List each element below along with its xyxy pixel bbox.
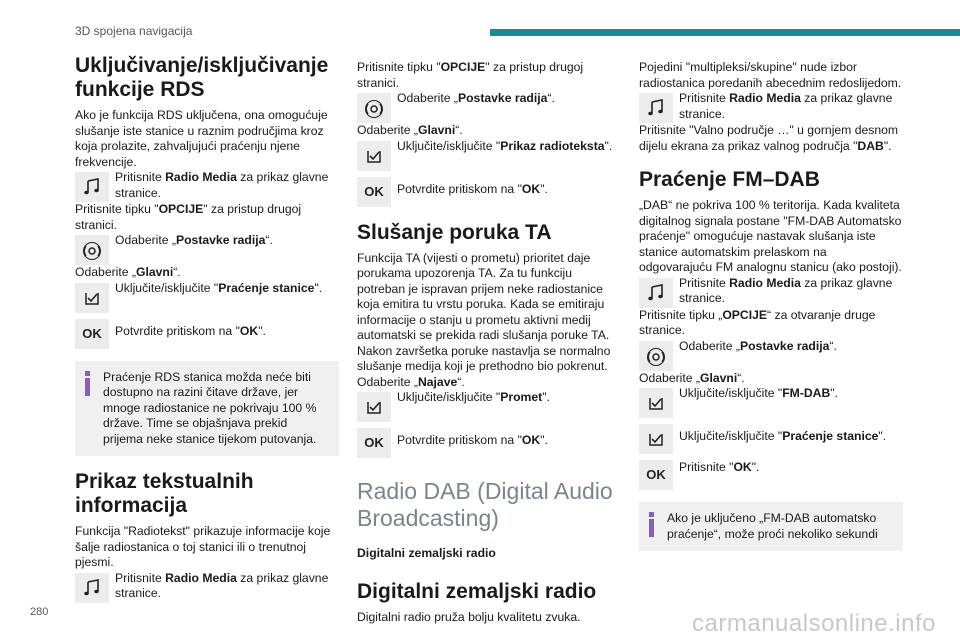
- info-icon: [85, 371, 90, 396]
- checkbox-icon: [357, 141, 391, 171]
- text-opcije: Pritisnite tipku "OPCIJE" za pristup drugoj stranici.: [75, 202, 302, 232]
- heading-rds: Uključivanje/isključivanje funkcije RDS: [75, 54, 329, 101]
- heading-text-info: Prikaz tekstualnih informacija: [75, 470, 254, 517]
- subheading-dab: Digitalni zemaljski radio: [357, 546, 496, 560]
- step-pracenje-stanice: Uključite/isključite "Praćenje stanice".: [639, 422, 903, 454]
- music-note-icon: [639, 93, 673, 123]
- text-valno-podrucje: Pritisnite "Valno područje …" u gornjem desnom dijelu ekrana za prikaz valnog područja "DAB".: [639, 123, 899, 153]
- ok-icon: OK: [357, 428, 391, 458]
- step-ok-2: OK Potvrdite pritiskom na "OK".: [357, 426, 621, 458]
- header-accent-bar: [490, 29, 960, 36]
- paragraph-ta: Funkcija TA (vijesti o prometu) prioritet daje porukama upozorenja TA. Za tu funkciju potreban je ispravan prijem neke radiostanice koja emitira tu vrstu poruka. Kada se emitiraju informacije o stanju u prometu aktivni medij automatski se prekida radi slušanja poruke TA. Nakon završetka poruke nastavlja se normalno slušanje medija koji je prethodno bio pokrenut.: [357, 250, 611, 373]
- text-opcije: Pritisnite tipku "OPCIJE" za pristup drugoj stranici.: [357, 60, 584, 90]
- page-number: 280: [30, 606, 49, 618]
- ok-icon: OK: [639, 460, 673, 490]
- radio-settings-icon: [75, 235, 109, 265]
- info-icon: [649, 512, 654, 537]
- text-glavni: Odaberite „Glavni“.: [75, 265, 181, 279]
- step-radio-media: Pritisnite Radio Media za prikaz glavne stranice.: [75, 170, 339, 202]
- paragraph-rds: Ako je funkcija RDS uključena, ona omogućuje slušanje iste stanice u raznim područjima kroz koja prolazite, zahvaljujući praćenju njene frekvencije.: [75, 108, 328, 169]
- step-postavke-radija: Odaberite „Postavke radija“.: [75, 233, 339, 265]
- running-header: 3D spojena navigacija: [75, 24, 193, 38]
- step-postavke-radija: Odaberite „Postavke radija“.: [639, 339, 903, 371]
- text-najave: Odaberite „Najave“.: [357, 374, 465, 389]
- radio-settings-icon: [357, 93, 391, 123]
- step-postavke-radija: Odaberite „Postavke radija“.: [357, 91, 621, 123]
- checkbox-icon: [357, 392, 391, 422]
- heading-dab: Radio DAB (Digital Audio Broadcasting): [357, 478, 613, 531]
- watermark: carmanualsonline.info: [692, 610, 936, 637]
- step-radio-media: Pritisnite Radio Media za prikaz glavne stranice.: [639, 91, 903, 123]
- column-3: [639, 60, 903, 551]
- column-1: [75, 54, 339, 603]
- text-opcije: Pritisnite tipku „OPCIJE“ za otvaranje druge stranice.: [639, 307, 876, 337]
- music-note-icon: [639, 278, 673, 308]
- step-promet: Uključite/isključite "Promet".: [357, 390, 621, 422]
- ok-icon: OK: [75, 319, 109, 349]
- checkbox-icon: [75, 283, 109, 313]
- text-glavni: Odaberite „Glavni“.: [357, 123, 463, 137]
- radio-settings-icon: [639, 341, 673, 371]
- checkbox-icon: [639, 424, 673, 454]
- paragraph-radiotekst: Funkcija "Radiotekst" prikazuje informacije koje šalje radiostanica o toj stanici ili o trenutnoj pjesmi.: [75, 524, 331, 569]
- checkbox-icon: [639, 388, 673, 418]
- column-2: [357, 60, 621, 625]
- step-radio-media-2: Pritisnite Radio Media za prikaz glavne stranice.: [639, 276, 903, 308]
- music-note-icon: [75, 172, 109, 202]
- step-ok: OK Potvrdite pritiskom na "OK".: [75, 317, 339, 349]
- paragraph-fm-dab: „DAB“ ne pokriva 100 % teritorija. Kada kvaliteta digitalnog signala postane "FM-DAB Automatsko praćenje" omogućuje nastavak slušanja iste stanice automatskim prelaskom na odgovarajuću FM analognu stanicu (ako postoji).: [639, 198, 902, 274]
- text-glavni: Odaberite „Glavni“.: [639, 370, 745, 385]
- ok-icon: OK: [357, 177, 391, 207]
- step-ok: OK Pritisnite "OK".: [639, 458, 903, 490]
- info-note-rds: Praćenje RDS stanica možda neće biti dostupno na razini čitave države, jer mnoge radiostanice ne pokrivaju 100 % države. Time se objašnjava prekid prijema neke stanice tijekom putovanja.: [75, 361, 339, 457]
- paragraph-multipleksi: Pojedini "multipleksi/skupine" nude izbor radiostanica poredanih abecednim redoslijedom.: [639, 60, 902, 90]
- step-prikaz-radioteksta: Uključite/isključite "Prikaz radioteksta".: [357, 139, 621, 171]
- heading-digitalni-radio: Digitalni zemaljski radio: [357, 579, 597, 603]
- step-ok: OK Potvrdite pritiskom na "OK".: [357, 175, 621, 207]
- step-pracenje-stanice: Uključite/isključite "Praćenje stanice".: [75, 281, 339, 313]
- info-note-fm-dab: Ako je uključeno „FM-DAB automatsko praćenje“, može proći nekoliko sekundi: [639, 502, 903, 551]
- paragraph-digitalni-radio: Digitalni radio pruža bolju kvalitetu zvuka.: [357, 609, 581, 624]
- heading-fm-dab: Praćenje FM–DAB: [639, 168, 820, 191]
- step-radio-media-2: Pritisnite Radio Media za prikaz glavne stranice.: [75, 571, 339, 603]
- music-note-icon: [75, 573, 109, 603]
- heading-ta: Slušanje poruka TA: [357, 220, 552, 244]
- step-fm-dab: Uključite/isključite "FM-DAB".: [639, 386, 903, 418]
